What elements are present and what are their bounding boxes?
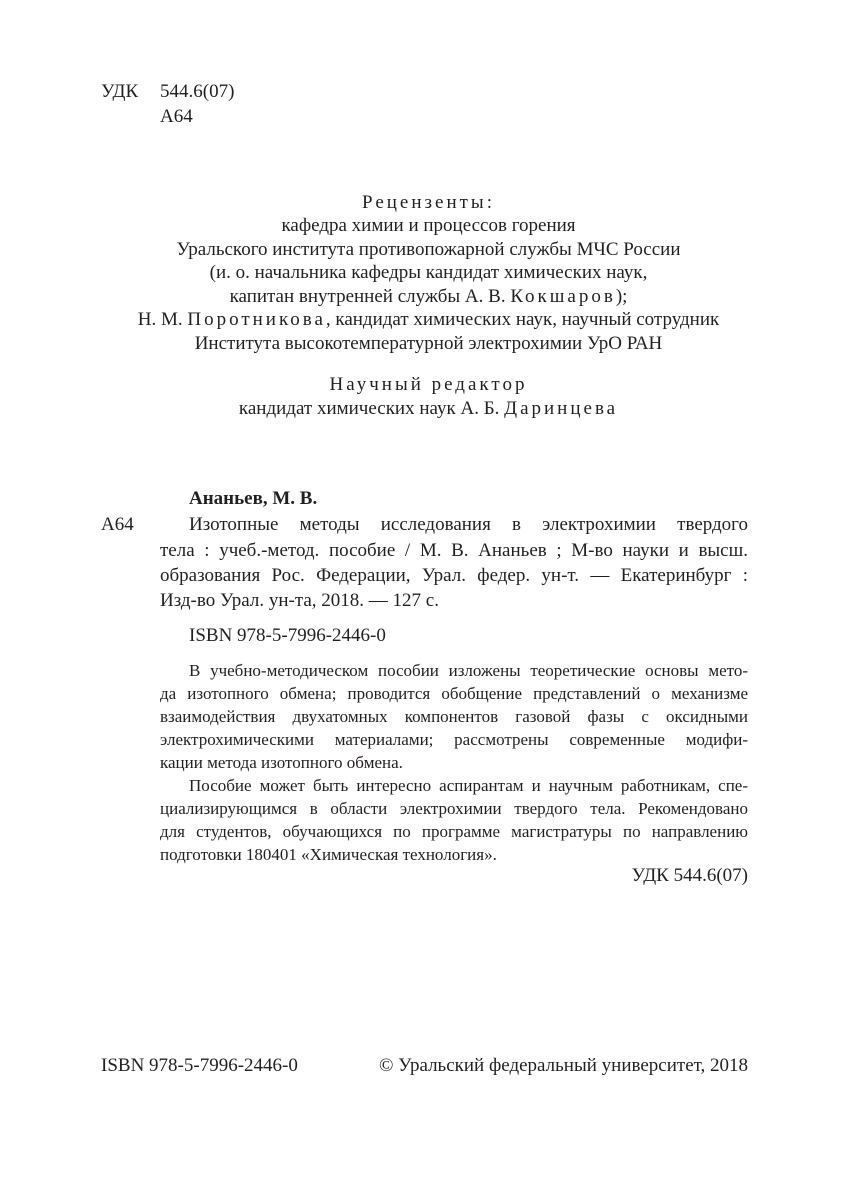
author-sign-top: А64 <box>160 106 193 127</box>
udk-label: УДК <box>101 81 139 102</box>
reviewer-line-3: (и. о. начальника кафедры кандидат химических наук, <box>209 262 648 283</box>
reviewer-line-2: Уральского института противопожарной службы МЧС России <box>176 239 681 260</box>
editor-name-darintseva: Даринцева <box>504 398 619 419</box>
catalog-line-2: тела : учеб.-метод. пособие / М. В. Ананьев ; М-во науки и высш. <box>160 540 748 561</box>
editor-heading: Научный редактор <box>329 374 528 395</box>
editor-line <box>0 399 857 418</box>
catalog-line-1: Изотопные методы исследования в электрохимии твердого <box>189 514 748 535</box>
abstract-1-line-3: взаимодействия двухатомных компонентов газовой фазы с оксидными <box>160 707 748 726</box>
reviewer-initials: Н. М. <box>137 309 188 330</box>
reviewer-line-6: Института высокотемпературной электрохимии УрО РАН <box>194 333 663 354</box>
reviewer-line-5 <box>0 310 857 329</box>
footer-copyright: © Уральский федеральный университет, 2018 <box>379 1055 748 1076</box>
abstract-1-line-5: кации метода изотопного обмена. <box>160 753 403 772</box>
editor-line-prefix: кандидат химических наук А. Б. <box>238 398 505 419</box>
footer-isbn: ISBN 978-5-7996-2446-0 <box>101 1055 298 1076</box>
reviewer-name-porotnikova: Поротникова <box>187 309 326 330</box>
reviewer-line-5-rest: , кандидат химических наук, научный сотрудник <box>325 309 720 330</box>
abstract-2-line-2: циализирующимся в области электрохимии твердого тела. Рекомендовано <box>160 799 748 818</box>
catalog-sign: А64 <box>101 514 134 535</box>
catalog-udk: УДК 544.6(07) <box>631 865 748 886</box>
reviewer-line-4-suffix: ); <box>615 286 628 307</box>
catalog-isbn: ISBN 978-5-7996-2446-0 <box>189 625 386 646</box>
abstract-2-line-4: подготовки 180401 «Химическая технология». <box>160 845 497 864</box>
abstract-2-line-3: для студентов, обучающихся по программе магистратуры по направлению <box>160 822 748 841</box>
udk-code: 544.6(07) <box>160 81 235 102</box>
reviewer-name-kokscharov: Кокшаров <box>510 286 616 307</box>
catalog-line-3: образования Рос. Федерации, Урал. федер. ун-т. — Екатеринбург : <box>160 565 748 586</box>
abstract-1-line-2: да изотопного обмена; проводится обобщение представлений о механизме <box>160 684 748 703</box>
abstract-1-line-1: В учебно-методическом пособии изложены теоретические основы мето- <box>189 661 748 680</box>
catalog-line-4: Изд-во Урал. ун-та, 2018. — 127 с. <box>160 590 439 611</box>
reviewers-heading: Рецензенты: <box>362 192 495 213</box>
catalog-author: Ананьев, М. В. <box>189 488 318 509</box>
reviewer-line-4-prefix: капитан внутренней службы А. В. <box>229 286 511 307</box>
abstract-1-line-4: электрохимическими материалами; рассмотрены современные модифи- <box>160 730 748 749</box>
abstract-2-line-1: Пособие может быть интересно аспирантам и научным работникам, спе- <box>189 776 748 795</box>
reviewer-line-1: кафедра химии и процессов горения <box>281 215 576 236</box>
reviewer-line-4 <box>0 287 857 306</box>
